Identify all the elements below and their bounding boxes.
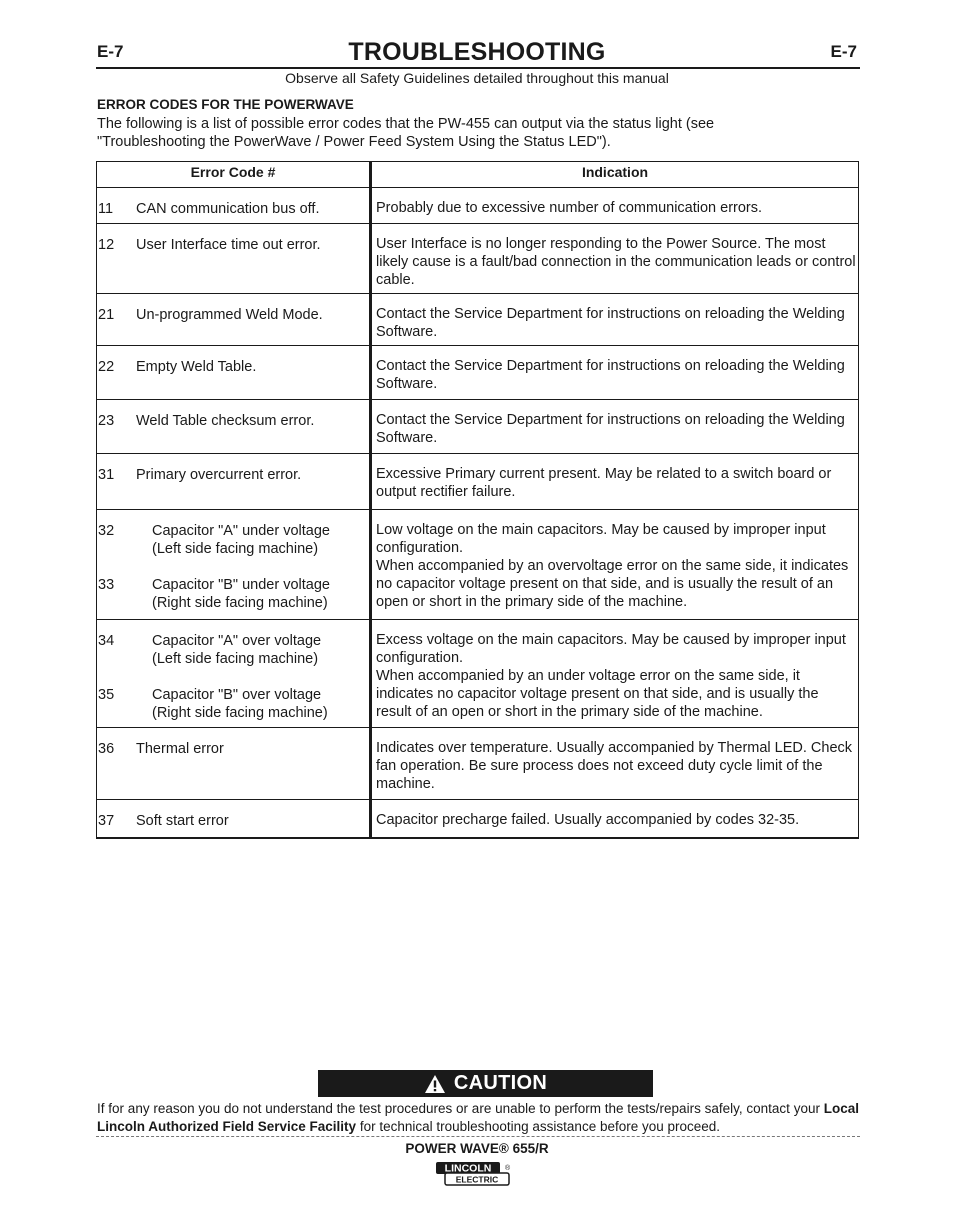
error-code-number: 22: [98, 359, 115, 375]
error-code-title: Primary overcurrent error.: [136, 467, 302, 483]
table-row: [97, 400, 859, 454]
indication-text: Capacitor precharge failed. Usually accompanied by codes 32-35.: [376, 812, 800, 828]
error-code-title: Soft start error: [136, 813, 229, 829]
error-code-title: CAN communication bus off.: [136, 201, 320, 217]
error-code-description: [136, 200, 369, 218]
indication-cell: [371, 800, 859, 838]
table-row: [97, 224, 859, 294]
table-row: [97, 294, 859, 346]
error-code-title: Capacitor "B" over voltage: [152, 687, 322, 703]
table-body: [97, 188, 859, 838]
caution-text-start: If for any reason you do not understand the test procedures or are unable to perform the tests/repairs safely, contact your: [97, 1101, 824, 1116]
error-code-description: [136, 466, 369, 484]
indication-text: When accompanied by an under voltage error on the same side, it indicates no capacitor voltage present on that side, and is usually the result of an open or short in the primary side of the machine.: [376, 668, 819, 720]
error-code-title: Capacitor "A" under voltage: [152, 523, 330, 539]
error-code-number: 21: [98, 307, 115, 323]
error-code-title: User Interface time out error.: [136, 237, 321, 253]
error-code-entry: [98, 358, 369, 376]
error-code-entry: [98, 466, 369, 484]
intro-line: The following is a list of possible error codes that the PW-455 can output via the status light (see: [97, 116, 715, 132]
error-code-number: 36: [98, 741, 115, 757]
footer-dashed-rule: [96, 1136, 860, 1137]
indication-cell: [371, 188, 859, 224]
safety-note: Observe all Safety Guidelines detailed throughout this manual: [285, 70, 669, 86]
table-row: [97, 728, 859, 800]
error-code-title: Capacitor "B" under voltage: [152, 577, 330, 593]
indication-cell: [371, 346, 859, 400]
error-code-entry: [98, 236, 369, 254]
table-row: [97, 620, 859, 728]
indication-cell: [371, 454, 859, 510]
table-row: [97, 188, 859, 224]
caution-text-bold: Local Lincoln Authorized Field Service Facility: [97, 1101, 859, 1134]
logo-top-text: LINCOLN: [444, 1162, 492, 1175]
error-code-cell: [97, 620, 371, 728]
error-code-entry: [98, 686, 369, 722]
error-code-title: Un-programmed Weld Mode.: [136, 307, 323, 323]
error-code-cell: [97, 224, 371, 294]
error-code-cell: [97, 294, 371, 346]
indication-text: Excess voltage on the main capacitors. May be caused by improper input configuration.: [376, 632, 846, 666]
error-code-description: [136, 412, 369, 430]
error-code-description: [136, 358, 369, 376]
caution-text: [97, 1100, 859, 1136]
error-code-number: 33: [98, 577, 115, 593]
page-number-left: E-7: [97, 42, 124, 61]
indication-text: Contact the Service Department for instructions on reloading the Welding Software.: [376, 358, 845, 392]
caution-label: CAUTION: [453, 1072, 548, 1094]
error-code-description: [136, 686, 369, 722]
error-code-number: 34: [98, 633, 115, 649]
error-code-subtitle: (Left side facing machine): [152, 651, 319, 667]
intro-line: "Troubleshooting the PowerWave / Power Feed System Using the Status LED").: [97, 134, 611, 150]
indication-cell: [371, 224, 859, 294]
error-code-entry: [98, 306, 369, 324]
error-code-description: [136, 522, 369, 558]
error-code-entry: [98, 412, 369, 430]
indication-cell: [371, 510, 859, 620]
error-code-number: 23: [98, 413, 115, 429]
table-row: [97, 454, 859, 510]
error-code-title: Thermal error: [136, 741, 224, 757]
error-code-subtitle: (Right side facing machine): [152, 705, 328, 721]
error-code-description: [136, 306, 369, 324]
table-header-row: [97, 162, 859, 188]
indication-text: Excessive Primary current present. May be related to a switch board or output rectifier failure.: [376, 466, 832, 500]
indication-text: Contact the Service Department for instructions on reloading the Welding Software.: [376, 412, 845, 446]
error-code-entry: [98, 576, 369, 612]
logo-bottom-text: ELECTRIC: [455, 1174, 499, 1185]
error-code-number: 31: [98, 467, 115, 483]
error-code-number: 32: [98, 523, 115, 539]
indication-text: Probably due to excessive number of communication errors.: [376, 200, 763, 216]
header-rule: [96, 67, 860, 69]
intro-paragraph: [97, 115, 817, 151]
error-code-title: Weld Table checksum error.: [136, 413, 315, 429]
error-code-subtitle: (Right side facing machine): [152, 595, 328, 611]
error-code-description: [136, 740, 369, 758]
logo-registered-mark: ®: [505, 1165, 511, 1172]
indication-text: Low voltage on the main capacitors. May be caused by improper input configuration.: [376, 522, 826, 556]
indication-text: User Interface is no longer responding to the Power Source. The most likely cause is a fault/bad connection in the communication leads or control cable.: [376, 236, 856, 288]
column-header-indication: Indication: [371, 162, 859, 188]
error-code-cell: [97, 400, 371, 454]
error-code-description: [136, 632, 369, 668]
error-code-cell: [97, 728, 371, 800]
error-code-entry: [98, 812, 369, 830]
error-code-entry: [98, 740, 369, 758]
error-code-description: [136, 576, 369, 612]
lincoln-electric-logo: [435, 1161, 511, 1187]
error-code-number: 11: [98, 201, 114, 217]
error-code-number: 12: [98, 237, 115, 253]
error-code-entry: [98, 200, 369, 218]
section-heading: ERROR CODES FOR THE POWERWAVE: [97, 97, 354, 112]
error-code-cell: [97, 800, 371, 838]
page-title: TROUBLESHOOTING: [348, 38, 606, 66]
error-code-cell: [97, 454, 371, 510]
model-name: POWER WAVE® 655/R: [405, 1141, 549, 1156]
indication-text: Indicates over temperature. Usually accompanied by Thermal LED. Check fan operation. Be sure process does not exceed duty cycle limit of the machine.: [376, 740, 853, 792]
error-code-title: Capacitor "A" over voltage: [152, 633, 322, 649]
table-row: [97, 346, 859, 400]
error-codes-table: [96, 161, 859, 839]
error-code-title: Empty Weld Table.: [136, 359, 257, 375]
indication-text: When accompanied by an overvoltage error on the same side, it indicates no capacitor voltage present on that side, and is usually the result of an open or short in the primary side of the machine.: [376, 558, 849, 610]
error-code-number: 35: [98, 687, 115, 703]
table-row: [97, 800, 859, 838]
indication-cell: [371, 294, 859, 346]
indication-text: Contact the Service Department for instructions on reloading the Welding Software.: [376, 306, 845, 340]
indication-cell: [371, 620, 859, 728]
error-code-description: [136, 812, 369, 830]
table-row: [97, 510, 859, 620]
indication-cell: [371, 728, 859, 800]
caution-text-end: for technical troubleshooting assistance before you proceed.: [356, 1119, 721, 1134]
error-code-entry: [98, 632, 369, 668]
error-code-cell: [97, 510, 371, 620]
error-code-entry: [98, 522, 369, 558]
error-code-cell: [97, 346, 371, 400]
column-header-error-code: Error Code #: [97, 162, 371, 188]
error-code-cell: [97, 188, 371, 224]
error-code-description: [136, 236, 369, 254]
indication-cell: [371, 400, 859, 454]
warning-triangle-icon: [424, 1074, 446, 1094]
error-code-subtitle: (Left side facing machine): [152, 541, 319, 557]
caution-banner: [318, 1070, 653, 1097]
page-number-right: E-7: [830, 42, 857, 61]
error-code-number: 37: [98, 813, 115, 829]
